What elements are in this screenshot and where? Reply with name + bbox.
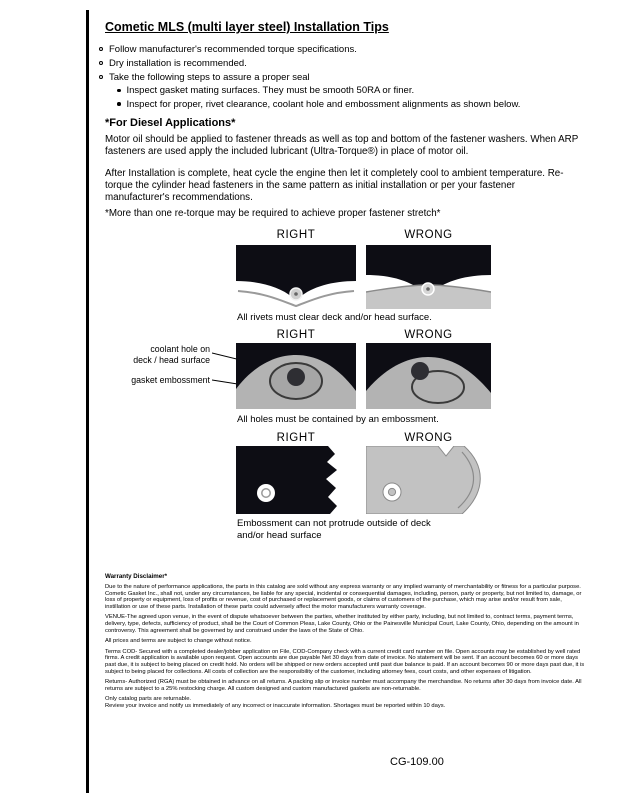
tip-item — [99, 44, 604, 55]
row1-wrong-label: WRONG — [404, 229, 453, 241]
row3-caption: Embossment can not protrude outside of deck and/or head surface — [237, 518, 431, 541]
tip-sub-item — [117, 85, 604, 96]
legal-paragraph: Only catalog parts are returnable. — [105, 696, 192, 703]
tip-sub-item — [117, 99, 604, 110]
tip-text: Inspect for proper, rivet clearance, coolant hole and embossment alignments as shown below. — [126, 99, 521, 111]
row2-wrong-label: WRONG — [404, 329, 453, 341]
legal-paragraph: All prices and terms are subject to change without notice. — [105, 638, 252, 645]
dot-bullet-icon — [117, 89, 121, 93]
rivet-clearance-wrong-illustration — [366, 245, 491, 309]
row2-caption: All holes must be contained by an embossment. — [237, 414, 439, 425]
embossment-protrusion-right-illustration — [236, 446, 356, 514]
legal-paragraph: Returns- Authorized (RGA) must be obtained in advance on all returns. A packing slip or invoice number must accompany the merchandise. No returns after 30 days from invoice date. All returns are subject to a 25% restocking charge. All custom designed and custom manufactured gaskets are non-returnable. — [105, 679, 582, 692]
circle-bullet-icon — [99, 75, 103, 79]
legal-paragraph: Due to the nature of performance applications, the parts in this catalog are sold without any express warranty or any implied warranty of merchantability or fitness for a particular purpose. Cometic Gasket Inc., shall not, under any circumstances, be liable for any special, incidental or consequential damages, including, person, party or property, but not limited to, damage, or loss of property or equipment, loss of profits or revenue, cost of purchased or replacement goods, or claims of customers of the purchase, which may arise and/or result from sale, instillation or use of these parts. Installation of these parts could adversely affect the motor manufacturers warranty coverage. — [105, 584, 582, 610]
retorque-note: *More than one re-torque may be required to achieve proper fastener stretch* — [105, 208, 441, 219]
dot-bullet-icon — [117, 102, 121, 106]
diesel-paragraph-1: Motor oil should be applied to fastener threads as well as top and bottom of the fastener washers. When ARP fasteners are used apply the included lubricant (Ultra-Torque®) in place of motor oil. — [105, 134, 579, 157]
rivet-clearance-right-illustration — [236, 245, 356, 309]
warranty-disclaimer-heading: Warranty Disclaimer* — [105, 573, 168, 580]
diesel-heading: *For Diesel Applications* — [105, 117, 236, 129]
tip-text: Inspect gasket mating surfaces. They must be smooth 50RA or finer. — [126, 85, 415, 97]
diesel-paragraph-2: After Installation is complete, heat cycle the engine then let it completely cool to ambient temperature. Re-torque the cylinder head fasteners in the same pattern as initial installation or per your fastener manufacturer's recommendations. — [105, 168, 564, 203]
tip-text: Dry installation is recommended. — [109, 57, 247, 69]
legal-paragraph: VENUE-The agreed upon venue, in the event of dispute whatsoever between the parties, whether instituted by either party, including, but not limited to, contract terms, payment terms, delivery, type, defects, sufficiency of product, shall be the Court of Common Pleas, Lake County, Ohio or the Painesville Municipal Court, Lake County, Ohio, depending on the amount in controversy. This agreement shall be governed by and construed under the laws of the State of Ohio. — [105, 614, 579, 634]
embossment-containment-right-illustration — [236, 343, 356, 409]
row3-right-label: RIGHT — [276, 432, 316, 444]
row1-right-label: RIGHT — [276, 229, 316, 241]
gasket-embossment-callout: gasket embossment — [131, 375, 210, 385]
tip-text: Follow manufacturer's recommended torque specifications. — [109, 44, 357, 55]
callout-line-2: deck / head surface — [133, 354, 210, 365]
callout-line-1: coolant hole on — [150, 344, 210, 354]
left-margin-rule — [86, 10, 89, 793]
page-code: CG-109.00 — [390, 756, 444, 768]
legal-section — [105, 574, 588, 710]
legal-paragraph: Review your invoice and notify us immediately of any incorrect or inaccurate information. Shortages must be reported within 10 days. — [105, 703, 446, 709]
embossment-protrusion-wrong-illustration — [366, 446, 491, 514]
row3-wrong-label: WRONG — [404, 432, 453, 444]
tip-text: Take the following steps to assure a proper seal — [109, 71, 310, 83]
tips-list — [99, 44, 604, 113]
coolant-hole-callout — [112, 344, 210, 365]
row1-caption: All rivets must clear deck and/or head surface. — [237, 312, 432, 323]
embossment-containment-wrong-illustration — [366, 343, 491, 409]
legal-paragraph: Terms COD- Secured with a completed dealer/jobber application on File, COD-Company check with a current credit card number on file. Open accounts may be established by well rated firms. A credit application is available upon request. Open accounts are due payable Net 30 days from date of invoice. No statement will be sent. If an account becomes 60 or more days past due, it is subject to being placed on credit hold. No orders will be shipped or new orders accepted until past due balance is paid. If an account becomes 90 or more days past due, it is subject to being placed for collections. All costs of collection are the responsibility of the customer, including attorney fees, court costs, and other expenses of litigation. — [105, 648, 585, 675]
tip-item — [99, 72, 604, 83]
circle-bullet-icon — [99, 61, 103, 65]
row2-right-label: RIGHT — [276, 329, 316, 341]
page-title: Cometic MLS (multi layer steel) Installation Tips — [105, 20, 389, 34]
circle-bullet-icon — [99, 47, 103, 51]
tip-item — [99, 58, 604, 69]
